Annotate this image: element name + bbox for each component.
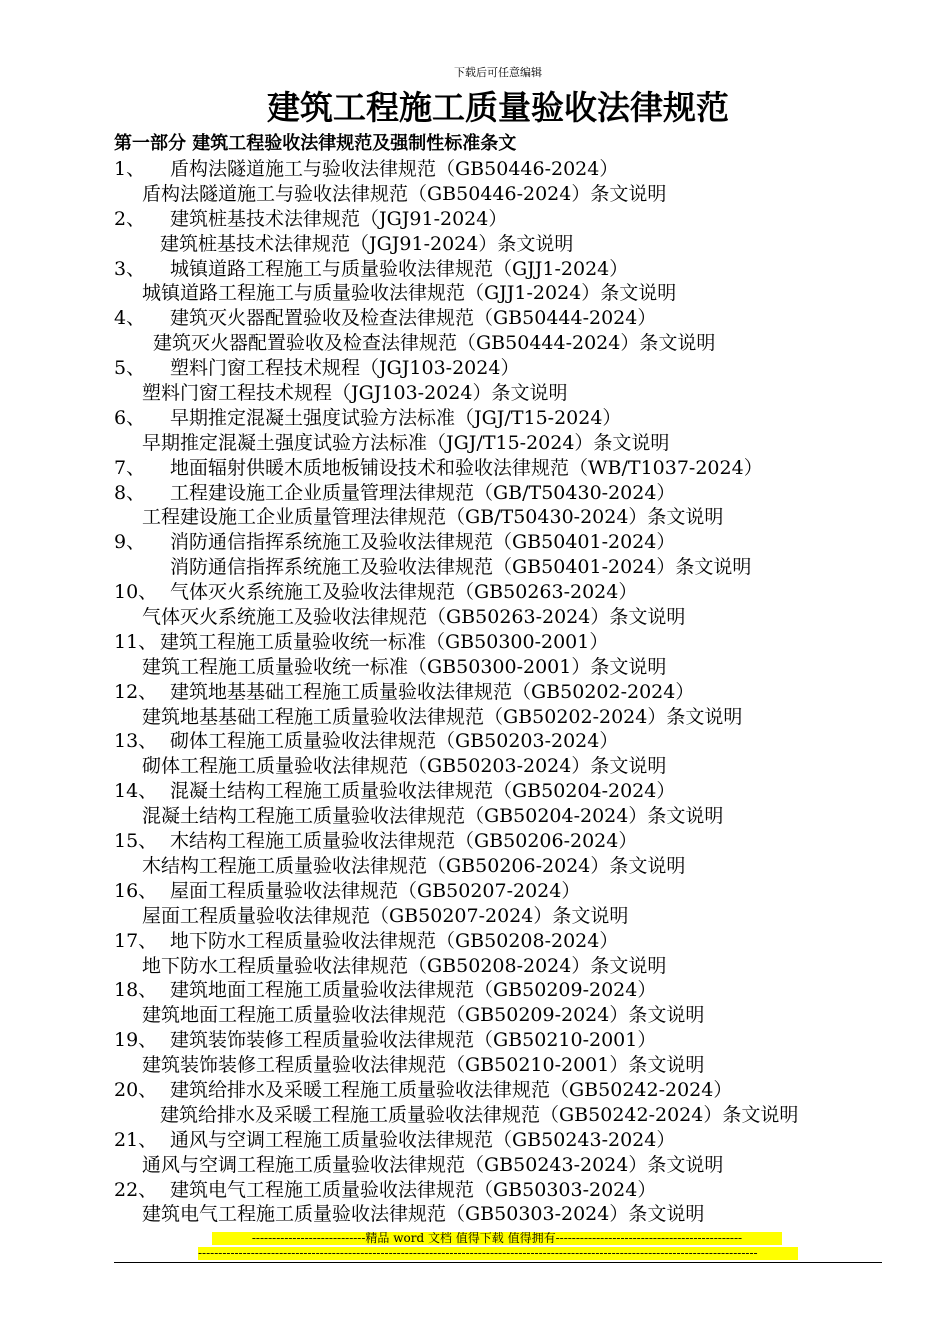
item-title: 屋面工程质量验收法律规范（GB50207-2024） xyxy=(170,879,581,902)
list-item xyxy=(0,1078,950,1103)
item-explanation: 通风与空调工程施工质量验收法律规范（GB50243-2024）条文说明 xyxy=(142,1153,724,1176)
item-title: 通风与空调工程施工质量验收法律规范（GB50243-2024） xyxy=(170,1128,676,1151)
item-explanation: 建筑桩基技术法律规范（JGJ91-2024）条文说明 xyxy=(160,232,574,255)
list-item-note xyxy=(0,1202,950,1227)
item-number: 2、 xyxy=(114,207,146,230)
item-explanation: 建筑装饰装修工程质量验收法律规范（GB50210-2001）条文说明 xyxy=(142,1054,705,1077)
list-item xyxy=(0,306,950,331)
item-title: 城镇道路工程施工与质量验收法律规范（GJJ1-2024） xyxy=(170,257,629,280)
list-item-note xyxy=(0,705,950,730)
list-item-note xyxy=(0,281,950,306)
item-explanation: 早期推定混凝土强度试验方法标准（JGJ/T15-2024）条文说明 xyxy=(142,431,670,454)
list-item-note xyxy=(0,331,950,356)
list-item xyxy=(0,1128,950,1153)
list-item-note xyxy=(0,1053,950,1078)
item-explanation: 建筑地面工程施工质量验收法律规范（GB50209-2024）条文说明 xyxy=(142,1004,705,1027)
list-item-note xyxy=(0,754,950,779)
item-explanation: 建筑给排水及采暖工程施工质量验收法律规范（GB50242-2024）条文说明 xyxy=(160,1103,799,1126)
list-item xyxy=(0,257,950,282)
item-title: 混凝土结构工程施工质量验收法律规范（GB50204-2024） xyxy=(170,780,676,803)
item-title: 建筑装饰装修工程质量验收法律规范（GB50210-2001） xyxy=(170,1029,657,1052)
list-item-note xyxy=(0,854,950,879)
list-item-note xyxy=(0,954,950,979)
footer-rule xyxy=(114,1262,882,1263)
header-note: 下载后可任意编辑 xyxy=(454,66,542,79)
item-title: 塑料门窗工程技术规程（JGJ103-2024） xyxy=(170,357,520,380)
part-heading: 第一部分 建筑工程验收法律规范及强制性标准条文 xyxy=(114,133,517,154)
item-title: 木结构工程施工质量验收法律规范（GB50206-2024） xyxy=(170,830,638,853)
item-explanation: 盾构法隧道施工与验收法律规范（GB50446-2024）条文说明 xyxy=(142,182,667,205)
list-item xyxy=(0,829,950,854)
item-title: 地下防水工程质量验收法律规范（GB50208-2024） xyxy=(170,929,619,952)
list-item xyxy=(0,680,950,705)
item-number: 16、 xyxy=(114,879,158,902)
item-number: 7、 xyxy=(114,456,146,479)
item-title: 早期推定混凝土强度试验方法标准（JGJ/T15-2024） xyxy=(170,406,622,429)
list-item-note xyxy=(0,431,950,456)
item-number: 14、 xyxy=(114,780,158,803)
item-number: 20、 xyxy=(114,1078,158,1101)
list-item xyxy=(0,1028,950,1053)
item-number: 4、 xyxy=(114,307,146,330)
list-item xyxy=(0,481,950,506)
item-number: 9、 xyxy=(114,531,146,554)
item-explanation: 消防通信指挥系统施工及验收法律规范（GB50401-2024）条文说明 xyxy=(170,556,752,579)
item-explanation: 建筑工程施工质量验收统一标准（GB50300-2001）条文说明 xyxy=(142,655,667,678)
item-number: 13、 xyxy=(114,730,158,753)
list-item-note xyxy=(0,1103,950,1128)
item-title: 气体灭火系统施工及验收法律规范（GB50263-2024） xyxy=(170,581,638,604)
list-item xyxy=(0,729,950,754)
list-item-note xyxy=(0,605,950,630)
list-item xyxy=(0,157,950,182)
item-number: 18、 xyxy=(114,979,158,1002)
list-item-note xyxy=(0,1003,950,1028)
item-title: 工程建设施工企业质量管理法律规范（GB/T50430-2024） xyxy=(170,481,676,504)
item-explanation: 工程建设施工企业质量管理法律规范（GB/T50430-2024）条文说明 xyxy=(142,506,724,529)
list-item xyxy=(0,456,950,481)
item-explanation: 城镇道路工程施工与质量验收法律规范（GJJ1-2024）条文说明 xyxy=(142,282,677,305)
item-explanation: 屋面工程质量验收法律规范（GB50207-2024）条文说明 xyxy=(142,904,629,927)
list-item-note xyxy=(0,182,950,207)
item-number: 6、 xyxy=(114,406,146,429)
item-title: 建筑给排水及采暖工程施工质量验收法律规范（GB50242-2024） xyxy=(170,1078,733,1101)
item-number: 3、 xyxy=(114,257,146,280)
item-number: 8、 xyxy=(114,481,146,504)
item-title: 地面辐射供暖木质地板铺设技术和验收法律规范（WB/T1037-2024） xyxy=(170,456,763,479)
item-explanation: 地下防水工程质量验收法律规范（GB50208-2024）条文说明 xyxy=(142,954,667,977)
item-title: 建筑地面工程施工质量验收法律规范（GB50209-2024） xyxy=(170,979,657,1002)
list-item xyxy=(0,630,950,655)
item-number: 10、 xyxy=(114,581,158,604)
list-item-note xyxy=(0,655,950,680)
standards-list xyxy=(0,157,950,1227)
list-item-note xyxy=(0,505,950,530)
item-explanation: 混凝土结构工程施工质量验收法律规范（GB50204-2024）条文说明 xyxy=(142,805,724,828)
item-title: 建筑地基基础工程施工质量验收法律规范（GB50202-2024） xyxy=(170,680,695,703)
item-number: 17、 xyxy=(114,929,158,952)
item-explanation: 砌体工程施工质量验收法律规范（GB50203-2024）条文说明 xyxy=(142,755,667,778)
list-item xyxy=(0,779,950,804)
item-number: 19、 xyxy=(114,1029,158,1052)
item-title: 建筑工程施工质量验收统一标准（GB50300-2001） xyxy=(160,630,609,653)
item-number: 5、 xyxy=(114,357,146,380)
list-item xyxy=(0,879,950,904)
item-title: 建筑灭火器配置验收及检查法律规范（GB50444-2024） xyxy=(170,307,657,330)
item-explanation: 气体灭火系统施工及验收法律规范（GB50263-2024）条文说明 xyxy=(142,606,686,629)
item-number: 11、 xyxy=(114,630,158,653)
item-explanation: 建筑电气工程施工质量验收法律规范（GB50303-2024）条文说明 xyxy=(142,1203,705,1226)
item-number: 12、 xyxy=(114,680,158,703)
document-title: 建筑工程施工质量验收法律规范 xyxy=(267,88,729,127)
item-number: 22、 xyxy=(114,1178,158,1201)
item-number: 15、 xyxy=(114,830,158,853)
item-explanation: 建筑地基基础工程施工质量验收法律规范（GB50202-2024）条文说明 xyxy=(142,705,743,728)
list-item-note xyxy=(0,1153,950,1178)
item-number: 1、 xyxy=(114,158,146,180)
list-item xyxy=(0,580,950,605)
item-number: 21、 xyxy=(114,1128,158,1151)
item-title: 建筑电气工程施工质量验收法律规范（GB50303-2024） xyxy=(170,1178,657,1201)
footer-dashes: ------------------------------------------------------------------------------------------------------------------------------------------ xyxy=(198,1247,798,1260)
item-title: 盾构法隧道施工与验收法律规范（GB50446-2024） xyxy=(170,158,619,180)
list-item-note xyxy=(0,804,950,829)
item-explanation: 塑料门窗工程技术规程（JGJ103-2024）条文说明 xyxy=(142,382,568,405)
item-title: 建筑桩基技术法律规范（JGJ91-2024） xyxy=(170,207,508,230)
list-item-note xyxy=(0,381,950,406)
list-item xyxy=(0,978,950,1003)
list-item xyxy=(0,207,950,232)
list-item-note xyxy=(0,555,950,580)
footer-banner: ----------------------------精品 word 文档 值得下载 值得拥有---------------------------------------------- xyxy=(212,1232,782,1245)
item-title: 砌体工程施工质量验收法律规范（GB50203-2024） xyxy=(170,730,619,753)
list-item xyxy=(0,406,950,431)
list-item xyxy=(0,356,950,381)
list-item xyxy=(0,1178,950,1203)
list-item-note xyxy=(0,232,950,257)
list-item xyxy=(0,530,950,555)
item-title: 消防通信指挥系统施工及验收法律规范（GB50401-2024） xyxy=(170,531,676,554)
item-explanation: 建筑灭火器配置验收及检查法律规范（GB50444-2024）条文说明 xyxy=(153,332,716,355)
item-explanation: 木结构工程施工质量验收法律规范（GB50206-2024）条文说明 xyxy=(142,854,686,877)
list-item xyxy=(0,929,950,954)
list-item-note xyxy=(0,904,950,929)
